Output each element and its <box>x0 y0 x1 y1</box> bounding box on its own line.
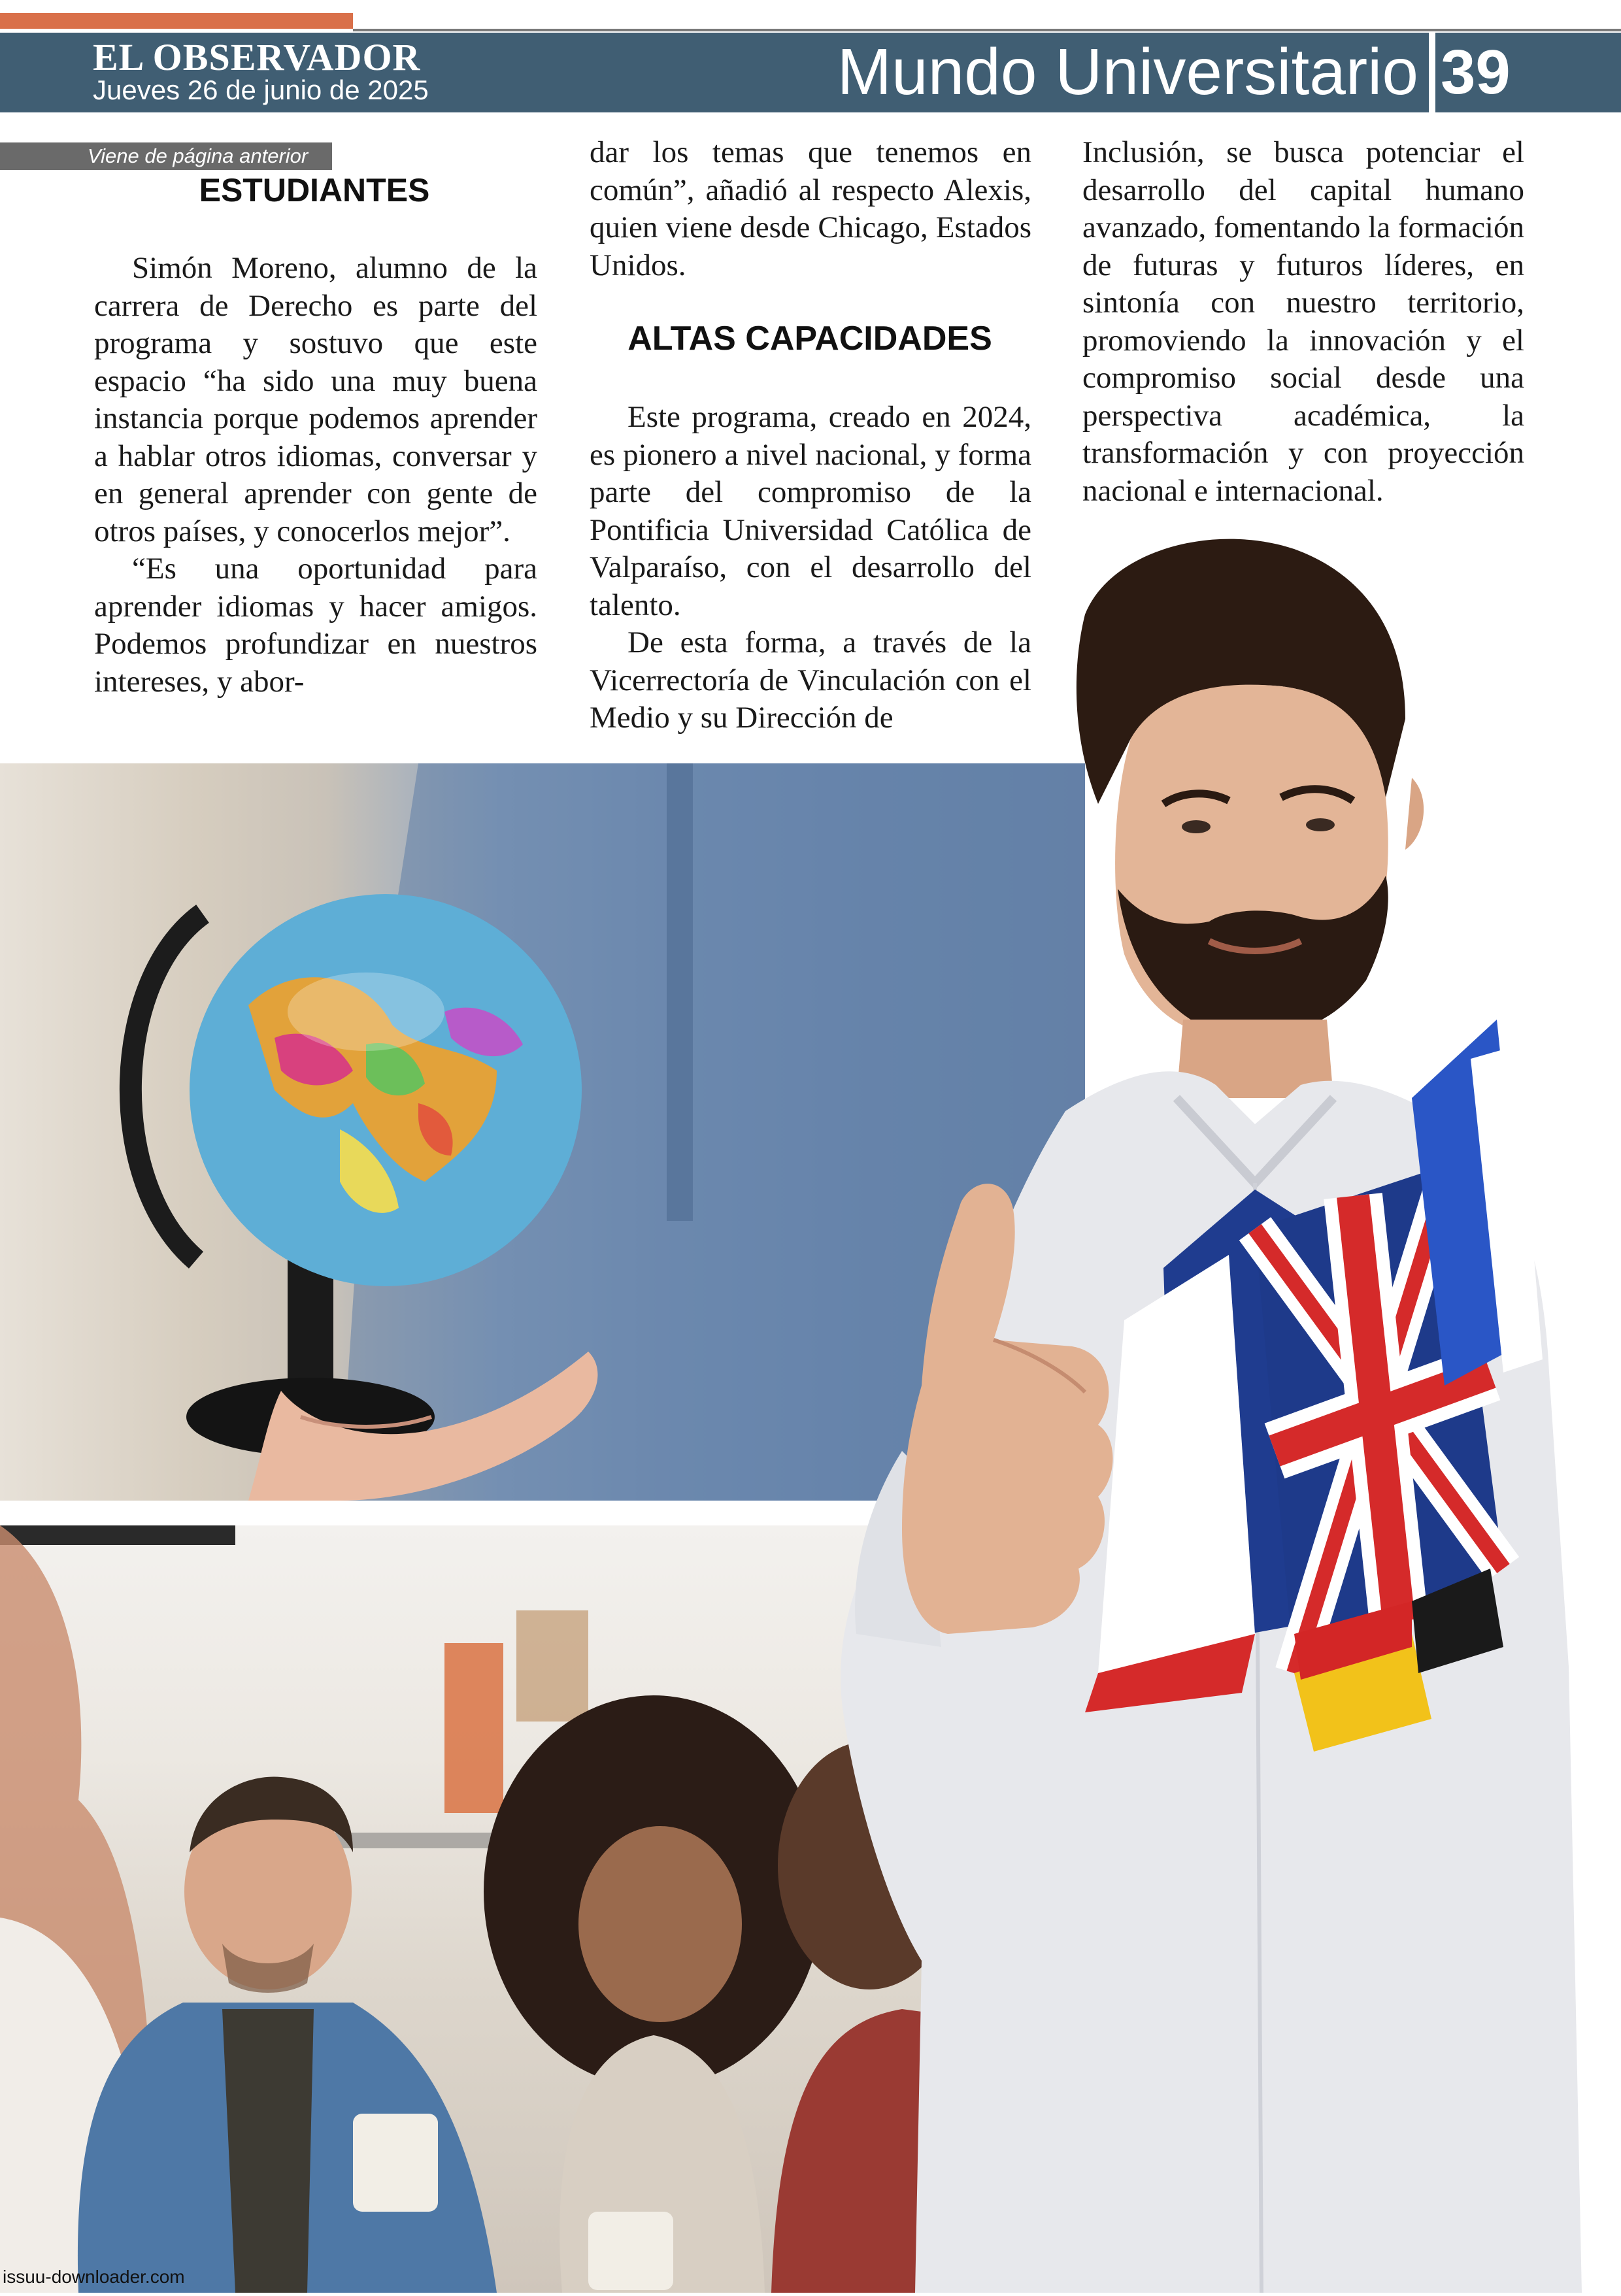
section-title: Mundo Universitario <box>837 35 1418 108</box>
header-divider <box>1429 33 1435 112</box>
header-rule <box>353 29 1621 31</box>
header-accent-bar <box>0 13 353 29</box>
issue-date: Jueves 26 de junio de 2025 <box>93 75 429 105</box>
paragraph: De esta forma, a través de la Vicerrectoría de Vinculación con el Medio y su Dirección de <box>590 625 1031 735</box>
paragraph: dar los temas que tenemos en común”, añadió al respecto Alexis, quien viene desde Chicago, Estados Unidos. <box>590 135 1031 282</box>
continued-kicker-text: Viene de página anterior <box>88 144 309 167</box>
man-with-flags-photo <box>758 523 1621 2293</box>
page-number: 39 <box>1441 37 1511 107</box>
continued-kicker <box>0 142 332 170</box>
column-3 <box>1082 134 1524 510</box>
heading-altas-capacidades: ALTAS CAPACIDADES <box>627 320 992 358</box>
watermark: issuu-downloader.com <box>3 2267 185 2287</box>
heading-estudiantes: ESTUDIANTES <box>199 172 430 208</box>
paragraph: Simón Moreno, alumno de la carrera de Derecho es parte del programa y sostuvo que este espacio “ha sido una muy buena instancia porque podemos aprender a hablar otros idiomas, conversar y en general aprender con gente de otros países, y conocerlos mejor”. <box>94 251 537 548</box>
paragraph: Inclusión, se busca potenciar el desarrollo del capital humano avanzado, fomentando la formación de futuras y futuros líderes, en sintonía con nuestro territorio, promoviendo la innovación y el compromiso social desde una perspectiva académica, la transformación y con proyección nacional e internacional. <box>1082 135 1524 508</box>
paragraph: Este programa, creado en 2024, es pionero a nivel nacional, y forma parte del compromiso de la Pontificia Universidad Católica de Valparaíso, con el desarrollo del talento. <box>590 400 1031 622</box>
masthead: EL OBSERVADOR <box>93 36 421 78</box>
column-2-top <box>590 134 1031 284</box>
column-1 <box>94 250 537 701</box>
paragraph: “Es una oportunidad para aprender idiomas y hacer amigos. Podemos profundizar en nuestros intereses, y abor- <box>94 552 537 699</box>
